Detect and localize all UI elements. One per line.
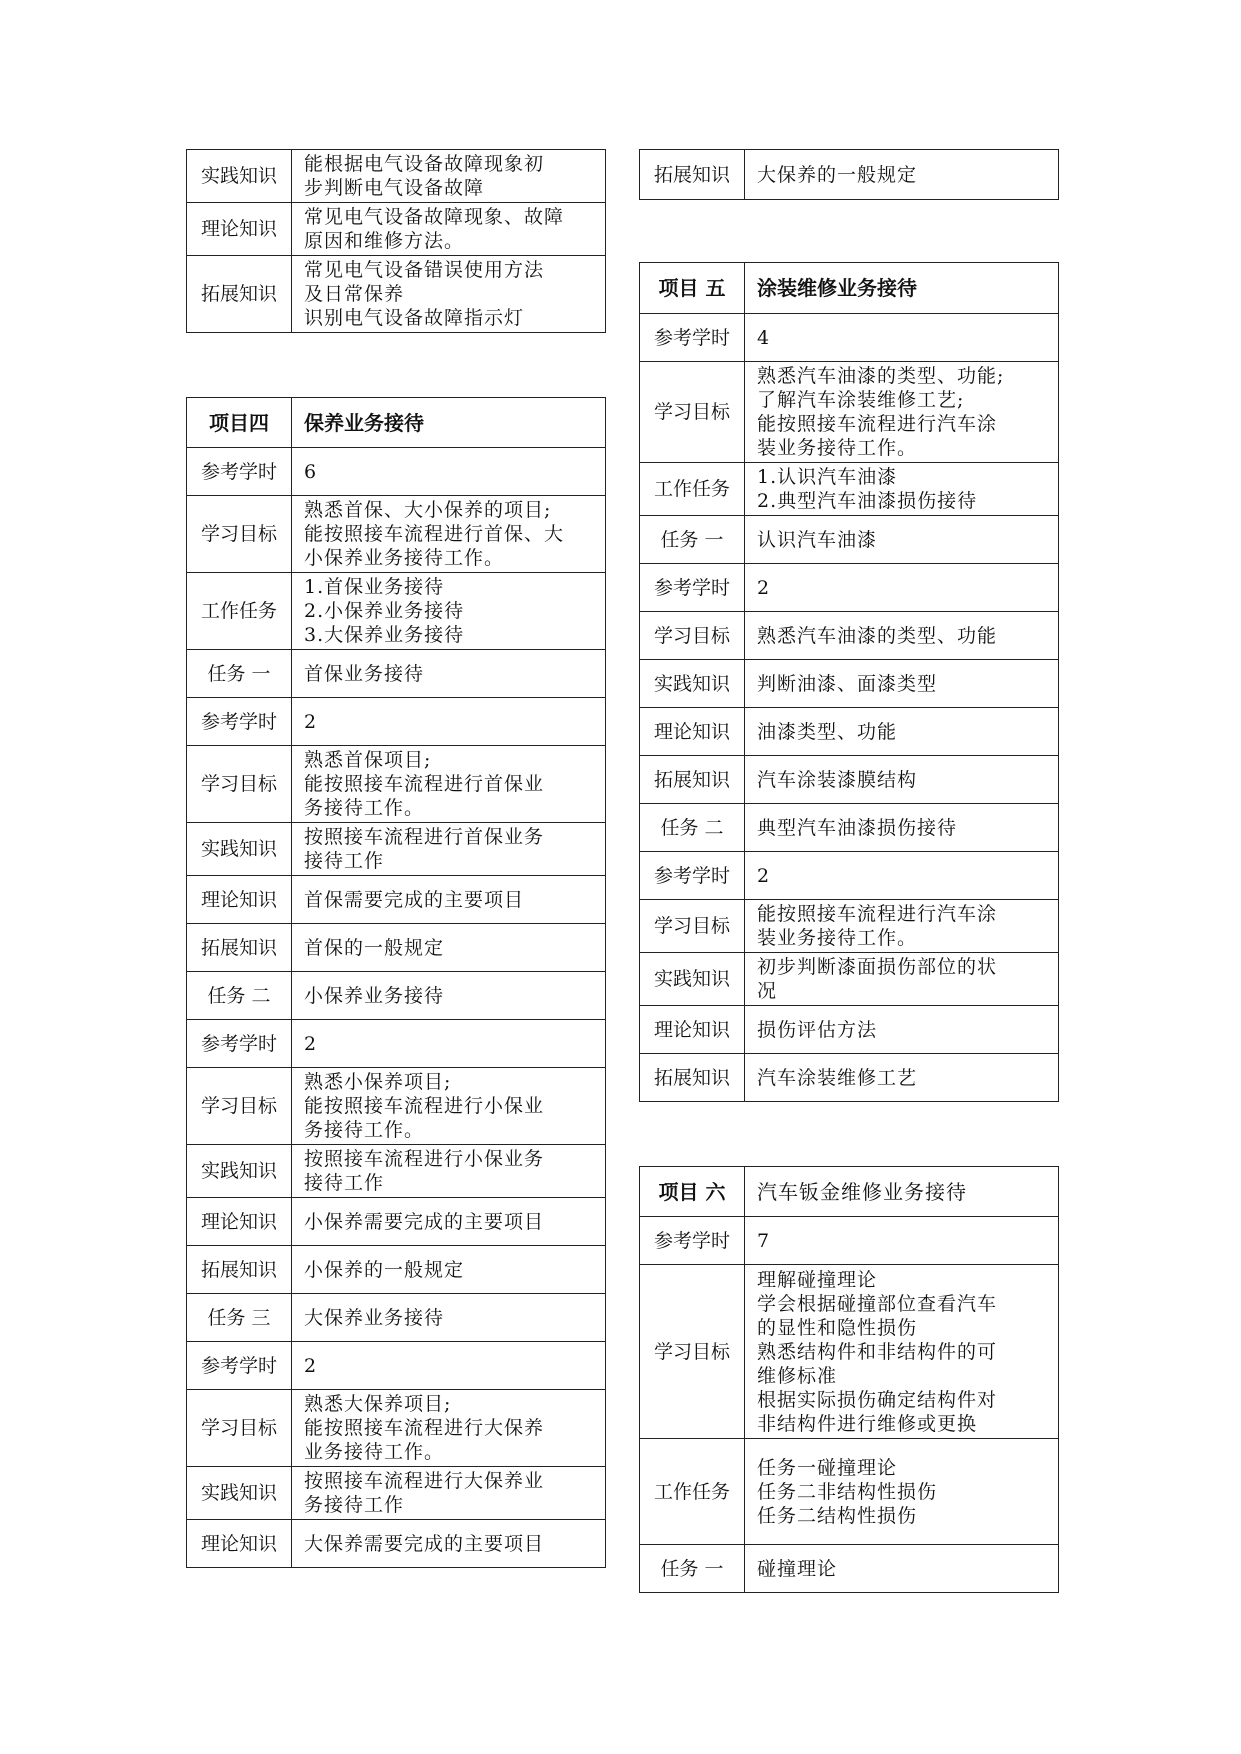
value-line: 首保的一般规定	[304, 936, 445, 959]
value-line: 汽车钣金维修业务接待	[757, 1179, 967, 1204]
project-title	[745, 263, 1059, 314]
value-line: 汽车涂装维修工艺	[757, 1066, 918, 1089]
row-value	[745, 900, 1059, 953]
project-header-row	[640, 1167, 1059, 1217]
table-row	[187, 650, 606, 698]
row-label: 参考学时	[640, 564, 745, 612]
row-value	[745, 1217, 1059, 1265]
value-line: 原因和维修方法。	[304, 230, 465, 252]
row-value	[745, 1054, 1059, 1102]
row-label: 学习目标	[187, 496, 292, 573]
value-line: 1.认识汽车油漆	[757, 466, 898, 488]
table-row	[187, 1246, 606, 1294]
table-row	[187, 1390, 606, 1467]
table-row	[187, 1467, 606, 1520]
value-line: 2	[304, 710, 318, 733]
row-value	[292, 1020, 606, 1068]
syllabus-table	[186, 149, 606, 333]
row-value	[292, 448, 606, 496]
value-line: 汽车涂装漆膜结构	[757, 768, 918, 791]
table-row	[187, 1145, 606, 1198]
value-line: 务接待工作	[304, 1494, 405, 1516]
row-value	[292, 876, 606, 924]
row-label: 学习目标	[187, 1390, 292, 1467]
table-row	[187, 1198, 606, 1246]
row-label: 任务 二	[640, 804, 745, 852]
value-line: 根据实际损伤确定结构件对	[757, 1388, 998, 1411]
syllabus-table	[186, 397, 606, 1568]
value-line: 能按照接车流程进行首保、大	[304, 523, 565, 545]
value-line: 小保养业务接待工作。	[304, 547, 505, 569]
value-line: 初步判断漆面损伤部位的状	[757, 956, 998, 978]
value-line: 接待工作	[304, 1172, 385, 1194]
row-value	[745, 1439, 1059, 1545]
value-line: 损伤评估方法	[757, 1018, 878, 1041]
table-row	[187, 1020, 606, 1068]
table-row	[187, 924, 606, 972]
value-line: 判断油漆、面漆类型	[757, 672, 938, 695]
row-label: 理论知识	[640, 708, 745, 756]
row-label: 任务 三	[187, 1294, 292, 1342]
row-label: 拓展知识	[187, 924, 292, 972]
value-line: 任务二结构性损伤	[757, 1504, 918, 1527]
row-label: 理论知识	[187, 876, 292, 924]
syllabus-table	[639, 262, 1059, 1102]
syllabus-table	[639, 149, 1059, 200]
row-value	[745, 612, 1059, 660]
row-value	[292, 1520, 606, 1568]
value-line: 按照接车流程进行首保业务	[304, 826, 545, 848]
value-line: 业务接待工作。	[304, 1441, 445, 1463]
value-line: 2.典型汽车油漆损伤接待	[757, 490, 978, 512]
row-value	[292, 1342, 606, 1390]
table-row	[640, 1439, 1059, 1545]
value-line: 维修标准	[757, 1364, 838, 1387]
value-line: 非结构件进行维修或更换	[757, 1412, 978, 1435]
row-label: 学习目标	[640, 612, 745, 660]
table-row	[187, 1068, 606, 1145]
row-value	[292, 698, 606, 746]
row-label: 学习目标	[187, 746, 292, 823]
value-line: 6	[304, 460, 318, 483]
row-label: 实践知识	[187, 823, 292, 876]
value-line: 任务二非结构性损伤	[757, 1480, 938, 1503]
row-label: 学习目标	[640, 900, 745, 953]
row-label: 学习目标	[640, 1265, 745, 1439]
value-line: 况	[757, 980, 778, 1002]
row-value	[745, 150, 1059, 200]
row-label: 拓展知识	[187, 1246, 292, 1294]
row-label: 实践知识	[187, 1467, 292, 1520]
value-line: 任务一碰撞理论	[757, 1456, 898, 1479]
row-value	[292, 924, 606, 972]
value-line: 熟悉小保养项目;	[304, 1071, 452, 1093]
row-value	[292, 746, 606, 823]
row-label: 实践知识	[187, 150, 292, 203]
row-label: 理论知识	[187, 1520, 292, 1568]
table-row	[640, 852, 1059, 900]
value-line: 7	[757, 1229, 771, 1252]
row-value	[292, 1145, 606, 1198]
value-line: 2	[757, 576, 771, 599]
table-row	[187, 256, 606, 333]
row-label: 参考学时	[187, 698, 292, 746]
row-value	[292, 823, 606, 876]
table-row	[187, 876, 606, 924]
table-row	[187, 1342, 606, 1390]
value-line: 2.小保养业务接待	[304, 600, 465, 622]
row-value	[292, 1246, 606, 1294]
row-label: 工作任务	[187, 573, 292, 650]
row-label: 理论知识	[187, 1198, 292, 1246]
table-row	[187, 203, 606, 256]
value-line: 接待工作	[304, 850, 385, 872]
value-line: 及日常保养	[304, 283, 405, 305]
row-value	[745, 1545, 1059, 1593]
syllabus-table	[639, 1166, 1059, 1593]
row-value	[292, 150, 606, 203]
value-line: 按照接车流程进行大保养业	[304, 1470, 545, 1492]
row-value	[292, 1198, 606, 1246]
value-line: 小保养的一般规定	[304, 1258, 465, 1281]
value-line: 务接待工作。	[304, 797, 425, 819]
table-row	[187, 746, 606, 823]
row-label: 拓展知识	[640, 150, 745, 200]
value-line: 典型汽车油漆损伤接待	[757, 816, 958, 839]
row-value	[745, 463, 1059, 516]
row-value	[292, 573, 606, 650]
row-label: 任务 一	[640, 516, 745, 564]
table-row	[640, 1054, 1059, 1102]
project-title	[292, 398, 606, 448]
row-label: 工作任务	[640, 463, 745, 516]
table-row	[640, 564, 1059, 612]
value-line: 认识汽车油漆	[757, 528, 878, 551]
table-row	[640, 463, 1059, 516]
value-line: 熟悉首保项目;	[304, 749, 432, 771]
row-label: 任务 一	[640, 1545, 745, 1593]
row-value	[745, 756, 1059, 804]
table-row	[187, 972, 606, 1020]
row-value	[745, 362, 1059, 463]
left-column	[186, 149, 606, 1568]
value-line: 保养业务接待	[304, 410, 424, 435]
value-line: 能按照接车流程进行首保业	[304, 773, 545, 795]
row-label: 理论知识	[187, 203, 292, 256]
value-line: 熟悉汽车油漆的类型、功能;	[757, 365, 1005, 387]
value-line: 4	[757, 326, 771, 349]
value-line: 熟悉结构件和非结构件的可	[757, 1340, 998, 1363]
value-line: 装业务接待工作。	[757, 437, 918, 459]
row-label: 拓展知识	[187, 256, 292, 333]
project-number: 项目 六	[640, 1167, 745, 1217]
value-line: 大保养的一般规定	[757, 163, 918, 186]
row-value	[745, 1006, 1059, 1054]
table-row	[640, 150, 1059, 200]
row-value	[745, 804, 1059, 852]
value-line: 2	[757, 864, 771, 887]
row-value	[745, 314, 1059, 362]
row-value	[745, 564, 1059, 612]
row-label: 实践知识	[187, 1145, 292, 1198]
row-value	[292, 256, 606, 333]
value-line: 常见电气设备错误使用方法	[304, 259, 545, 281]
value-line: 首保需要完成的主要项目	[304, 888, 525, 911]
value-line: 的显性和隐性损伤	[757, 1316, 918, 1339]
value-line: 大保养需要完成的主要项目	[304, 1532, 545, 1555]
row-value	[292, 1467, 606, 1520]
table-row	[640, 362, 1059, 463]
table-row	[187, 150, 606, 203]
value-line: 小保养需要完成的主要项目	[304, 1210, 545, 1233]
table-row	[640, 1265, 1059, 1439]
row-label: 拓展知识	[640, 756, 745, 804]
value-line: 2	[304, 1354, 318, 1377]
table-row	[640, 756, 1059, 804]
table-row	[187, 1520, 606, 1568]
project-title	[745, 1167, 1059, 1217]
table-row	[640, 804, 1059, 852]
table-row	[640, 1006, 1059, 1054]
row-label: 理论知识	[640, 1006, 745, 1054]
table-row	[640, 953, 1059, 1006]
row-value	[292, 972, 606, 1020]
value-line: 碰撞理论	[757, 1557, 838, 1580]
table-row	[187, 496, 606, 573]
row-value	[745, 852, 1059, 900]
right-column	[639, 149, 1059, 1593]
table-row	[640, 314, 1059, 362]
row-label: 学习目标	[187, 1068, 292, 1145]
table-row	[187, 823, 606, 876]
value-line: 首保业务接待	[304, 662, 425, 685]
value-line: 油漆类型、功能	[757, 720, 898, 743]
value-line: 1.首保业务接待	[304, 576, 445, 598]
value-line: 3.大保养业务接待	[304, 624, 465, 646]
value-line: 熟悉汽车油漆的类型、功能	[757, 624, 998, 647]
value-line: 了解汽车涂装维修工艺;	[757, 389, 965, 411]
value-line: 熟悉大保养项目;	[304, 1393, 452, 1415]
project-number: 项目 五	[640, 263, 745, 314]
table-row	[640, 612, 1059, 660]
row-value	[745, 1265, 1059, 1439]
value-line: 能按照接车流程进行小保业	[304, 1095, 545, 1117]
row-value	[292, 1390, 606, 1467]
row-label: 任务 二	[187, 972, 292, 1020]
row-value	[292, 650, 606, 698]
value-line: 能根据电气设备故障现象初	[304, 153, 545, 175]
project-number: 项目四	[187, 398, 292, 448]
table-row	[187, 573, 606, 650]
value-line: 按照接车流程进行小保业务	[304, 1148, 545, 1170]
project-header-row	[640, 263, 1059, 314]
row-value	[292, 203, 606, 256]
value-line: 能按照接车流程进行汽车涂	[757, 903, 998, 925]
value-line: 理解碰撞理论	[757, 1268, 878, 1291]
row-value	[292, 1068, 606, 1145]
table-row	[187, 448, 606, 496]
table-row	[640, 516, 1059, 564]
row-value	[745, 953, 1059, 1006]
value-line: 熟悉首保、大小保养的项目;	[304, 499, 552, 521]
value-line: 识别电气设备故障指示灯	[304, 307, 525, 329]
row-label: 参考学时	[187, 448, 292, 496]
value-line: 装业务接待工作。	[757, 927, 918, 949]
value-line: 常见电气设备故障现象、故障	[304, 206, 565, 228]
row-label: 参考学时	[640, 1217, 745, 1265]
table-row	[187, 1294, 606, 1342]
value-line: 能按照接车流程进行大保养	[304, 1417, 545, 1439]
table-row	[187, 698, 606, 746]
row-label: 实践知识	[640, 660, 745, 708]
value-line: 学会根据碰撞部位查看汽车	[757, 1292, 998, 1315]
value-line: 大保养业务接待	[304, 1306, 445, 1329]
row-label: 参考学时	[187, 1342, 292, 1390]
row-label: 实践知识	[640, 953, 745, 1006]
table-row	[640, 1545, 1059, 1593]
value-line: 务接待工作。	[304, 1119, 425, 1141]
table-row	[640, 1217, 1059, 1265]
value-line: 小保养业务接待	[304, 984, 445, 1007]
table-row	[640, 708, 1059, 756]
value-line: 涂装维修业务接待	[757, 276, 917, 300]
row-label: 工作任务	[640, 1439, 745, 1545]
value-line: 步判断电气设备故障	[304, 177, 485, 199]
row-value	[745, 708, 1059, 756]
row-label: 参考学时	[640, 852, 745, 900]
table-row	[640, 660, 1059, 708]
value-line: 能按照接车流程进行汽车涂	[757, 413, 998, 435]
row-label: 参考学时	[640, 314, 745, 362]
value-line: 2	[304, 1032, 318, 1055]
row-label: 学习目标	[640, 362, 745, 463]
table-row	[640, 900, 1059, 953]
row-label: 任务 一	[187, 650, 292, 698]
row-label: 参考学时	[187, 1020, 292, 1068]
project-header-row	[187, 398, 606, 448]
row-label: 拓展知识	[640, 1054, 745, 1102]
row-value	[745, 516, 1059, 564]
row-value	[745, 660, 1059, 708]
row-value	[292, 496, 606, 573]
row-value	[292, 1294, 606, 1342]
